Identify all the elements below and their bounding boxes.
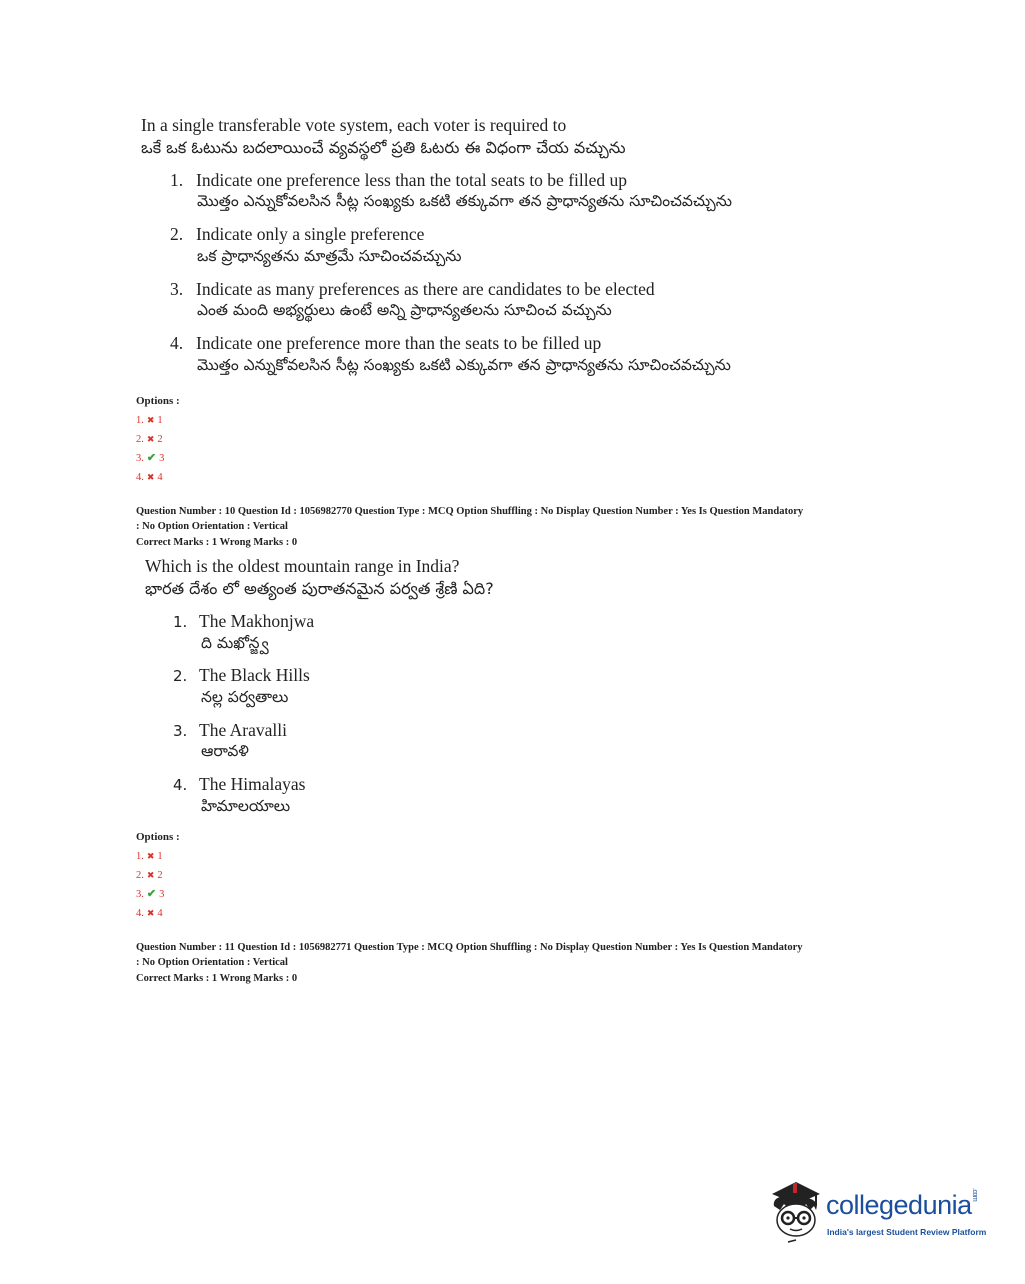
meta-line: Question Number : 11 Question Id : 1056982771 Question Type : MCQ Option Shuffling : No Display Question Number : Yes Is Question Mandatory (136, 942, 803, 953)
mascot-icon (766, 1176, 824, 1244)
q10-choice-1 (173, 611, 314, 632)
choice-text-english: Indicate one preference more than the seats to be filled up (196, 333, 602, 353)
q10-metadata (136, 505, 916, 551)
logo-tagline: India's largest Student Review Platform (827, 1227, 987, 1237)
choice-text-english: The Himalayas (199, 774, 306, 794)
answer-option-2: 2. ✖ 2 (136, 866, 164, 885)
meta-line: Correct Marks : 1 Wrong Marks : 0 (136, 537, 298, 548)
answer-option-4: 4. ✖ 4 (136, 468, 164, 487)
q9-choice-3 (170, 279, 655, 300)
q9-choice-4 (170, 333, 601, 354)
q9-options-label: Options : (136, 395, 180, 407)
q9-answer-options (136, 411, 164, 487)
cross-icon: ✖ (146, 908, 155, 918)
cross-icon: ✖ (146, 870, 155, 880)
meta-line: Question Number : 10 Question Id : 1056982770 Question Type : MCQ Option Shuffling : No Display Question Number : Yes Is Question Mandatory (136, 506, 804, 517)
meta-line: Correct Marks : 1 Wrong Marks : 0 (136, 973, 298, 984)
q9-choice-1 (170, 170, 627, 191)
cross-icon: ✖ (146, 434, 155, 444)
check-icon: ✔ (146, 452, 157, 464)
q9-choice-2-telugu: ఒక ప్రాధాన్యతను మాత్రమే సూచించవచ్చును (197, 247, 462, 265)
question-10-stem-english: Which is the oldest mountain range in India? (145, 556, 460, 576)
choice-number: 3. (170, 279, 184, 299)
question-9-stem-english: In a single transferable vote system, each voter is required to (141, 115, 567, 135)
logo-wordmark: collegedunia (826, 1190, 972, 1220)
choice-number: 3. (173, 722, 188, 740)
choice-text-english: Indicate one preference less than the total seats to be filled up (196, 170, 628, 190)
choice-number: 1. (173, 613, 188, 631)
answer-option-2: 2. ✖ 2 (136, 430, 164, 449)
answer-option-1: 1. ✖ 1 (136, 847, 164, 866)
cross-icon: ✖ (146, 851, 155, 861)
answer-option-4: 4. ✖ 4 (136, 904, 164, 923)
q10-choice-4-telugu: హిమాలయాలు (201, 797, 291, 815)
answer-option-1: 1. ✖ 1 (136, 411, 164, 430)
choice-text-english: The Black Hills (199, 665, 310, 685)
q10-choice-1-telugu: ది మఖోన్జ్వ (201, 634, 269, 652)
q10-options-label: Options : (136, 831, 180, 843)
logo-tld: .com (970, 1188, 978, 1202)
q9-choice-4-telugu: మొత్తం ఎన్నుకోవలసిన సీట్ల సంఖ్యకు ఒకటి ఎక్కువగా తన ప్రాధాన్యతను సూచించవచ్చును (197, 356, 731, 374)
q10-choice-2-telugu: నల్ల పర్వతాలు (201, 688, 289, 706)
q9-choice-2 (170, 224, 424, 245)
choice-number: 4. (170, 333, 184, 353)
q10-choice-3 (173, 720, 287, 741)
q9-choice-1-telugu: మొత్తం ఎన్నుకోవలసిన సీట్ల సంఖ్యకు ఒకటి తక్కువగా తన ప్రాధాన్యతను సూచించవచ్చును (197, 192, 732, 210)
meta-line: : No Option Orientation : Vertical (136, 520, 288, 532)
choice-text-english: The Makhonjwa (199, 611, 315, 631)
answer-option-3: 3. ✔ 3 (136, 885, 164, 904)
q10-choice-4 (173, 774, 305, 795)
q10-choice-2 (173, 665, 310, 686)
answer-option-3: 3. ✔ 3 (136, 449, 164, 468)
choice-text-english: Indicate only a single preference (196, 224, 425, 244)
q9-choice-3-telugu: ఎంత మంది అభ్యర్థులు ఉంటే అన్ని ప్రాధాన్యతలను సూచించ వచ్చును (197, 301, 612, 319)
choice-number: 2. (173, 667, 188, 685)
choice-number: 4. (173, 776, 188, 794)
q10-answer-options (136, 847, 164, 923)
question-10-stem-telugu: భారత దేశం లో అత్యంత పురాతనమైన పర్వత శ్రేణి ఏది? (145, 579, 494, 598)
cross-icon: ✖ (146, 472, 155, 482)
q11-metadata (136, 941, 916, 987)
meta-line: : No Option Orientation : Vertical (136, 956, 288, 968)
choice-number: 2. (170, 224, 184, 244)
collegedunia-logo (766, 1176, 992, 1246)
question-9-stem-telugu: ఒకే ఒక ఓటును బదలాయించే వ్యవస్థలో ప్రతి ఓటరు ఈ విధంగా చేయ వచ్చును (141, 138, 626, 157)
choice-text-english: Indicate as many preferences as there are candidates to be elected (196, 279, 655, 299)
check-icon: ✔ (146, 888, 157, 900)
choice-text-english: The Aravalli (199, 720, 287, 740)
q10-choice-3-telugu: ఆరావళి (201, 742, 249, 760)
cross-icon: ✖ (146, 415, 155, 425)
choice-number: 1. (170, 170, 184, 190)
